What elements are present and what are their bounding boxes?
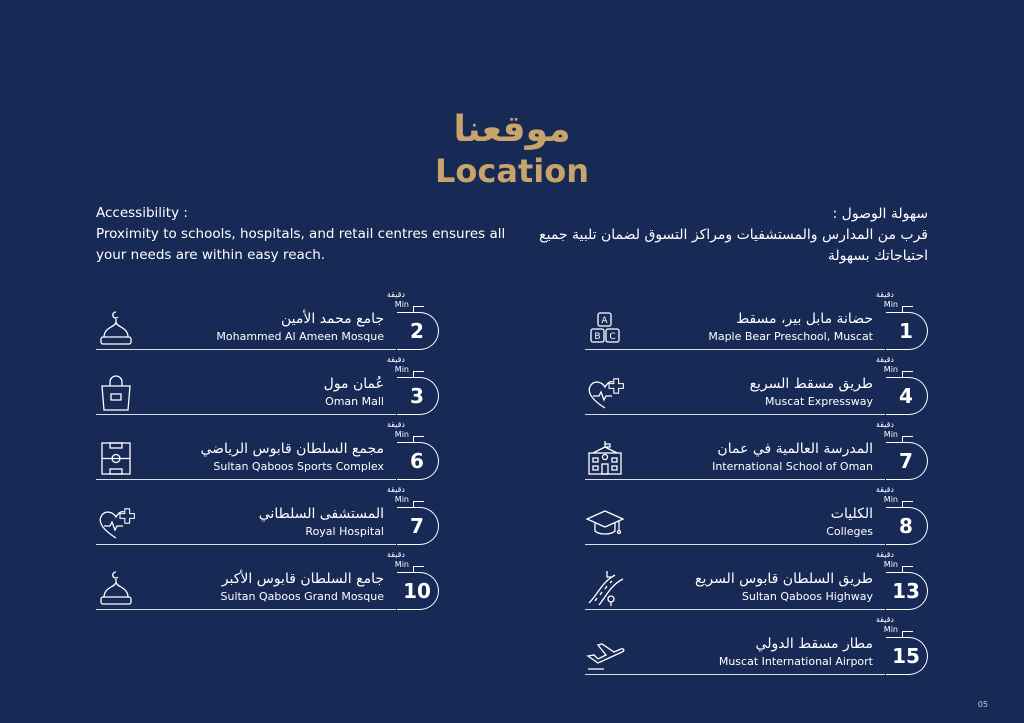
minutes-unit: Min	[394, 560, 409, 569]
mosque-icon	[96, 309, 136, 347]
minutes-unit: Min	[883, 495, 898, 504]
svg-text:B: B	[594, 332, 601, 342]
minutes-value: 7	[410, 514, 424, 538]
place-name-arabic: حضانة مابل بير، مسقط	[736, 311, 873, 327]
divider	[96, 349, 396, 350]
place-name: Muscat Expressway	[765, 395, 873, 408]
left-locations-list	[96, 289, 439, 614]
right-locations-list	[585, 289, 928, 679]
list-item	[96, 549, 439, 614]
minutes-unit: Min	[883, 300, 898, 309]
minutes-unit: Min	[394, 365, 409, 374]
list-item	[585, 354, 928, 419]
place-name: Oman Mall	[325, 395, 384, 408]
place-name-arabic: الكليات	[830, 506, 873, 522]
place-name: Maple Bear Preschool, Muscat	[708, 330, 873, 343]
minutes-value: 10	[403, 579, 431, 603]
intro-arabic	[508, 204, 928, 267]
school-building-icon	[585, 439, 625, 477]
list-item	[585, 289, 928, 354]
place-name: International School of Oman	[712, 460, 873, 473]
divider	[585, 349, 885, 350]
place-name-arabic: المستشفى السلطاني	[258, 506, 384, 522]
highway-road-icon	[585, 569, 625, 607]
football-field-icon	[96, 439, 136, 477]
place-name-arabic: طريق مسقط السريع	[749, 376, 873, 392]
place-name-arabic: مطار مسقط الدولي	[755, 636, 873, 652]
divider	[585, 479, 885, 480]
place-name-arabic: المدرسة العالمية في عمان	[717, 441, 873, 457]
minutes-unit-arabic: دقيقة	[386, 420, 405, 429]
divider	[96, 544, 396, 545]
list-item	[585, 614, 928, 679]
airplane-icon	[585, 634, 625, 672]
minutes-unit-arabic: دقيقة	[875, 420, 894, 429]
minutes-unit: Min	[394, 495, 409, 504]
minutes-unit: Min	[883, 560, 898, 569]
divider	[96, 414, 396, 415]
place-name-arabic: جامع السلطان قابوس الأكبر	[221, 571, 384, 587]
place-name: Muscat International Airport	[718, 655, 873, 668]
minutes-unit-arabic: دقيقة	[386, 290, 405, 299]
abc-blocks-icon	[585, 309, 625, 347]
list-item	[96, 289, 439, 354]
page-number: 05	[977, 700, 988, 709]
minutes-unit-arabic: دقيقة	[386, 485, 405, 494]
place-name: Colleges	[826, 525, 873, 538]
place-name: Sultan Qaboos Highway	[741, 590, 873, 603]
place-name: Mohammed Al Ameen Mosque	[216, 330, 384, 343]
svg-text:C: C	[609, 332, 616, 342]
minutes-unit-arabic: دقيقة	[386, 355, 405, 364]
heart-health-icon	[585, 374, 625, 412]
intro-arabic-text: قرب من المدارس والمستشفيات ومراكز التسوق لضمان تلبية جميع احتياجاتك بسهولة	[539, 227, 928, 264]
minutes-value: 6	[410, 449, 424, 473]
minutes-value: 7	[899, 449, 913, 473]
minutes-unit: Min	[883, 365, 898, 374]
intro-english-heading: Accessibility :	[96, 205, 188, 221]
minutes-value: 2	[410, 319, 424, 343]
minutes-unit-arabic: دقيقة	[875, 485, 894, 494]
minutes-unit-arabic: دقيقة	[875, 355, 894, 364]
mosque-icon	[96, 569, 136, 607]
minutes-value: 8	[899, 514, 913, 538]
intro-english-text: Proximity to schools, hospitals, and retail centres ensures all your needs are within easy reach.	[96, 226, 506, 263]
place-name-arabic: عُمان مول	[323, 376, 384, 392]
list-item	[96, 419, 439, 484]
heart-health-icon	[96, 504, 136, 542]
list-item	[585, 419, 928, 484]
divider	[96, 609, 396, 610]
minutes-value: 13	[892, 579, 920, 603]
minutes-unit: Min	[883, 430, 898, 439]
minutes-value: 3	[410, 384, 424, 408]
minutes-unit: Min	[394, 300, 409, 309]
minutes-value: 1	[899, 319, 913, 343]
page-title-arabic: موقعنا	[453, 109, 571, 150]
minutes-unit-arabic: دقيقة	[875, 290, 894, 299]
minutes-unit: Min	[883, 625, 898, 634]
list-item	[585, 549, 928, 614]
minutes-unit: Min	[394, 430, 409, 439]
place-name: Royal Hospital	[305, 525, 384, 538]
shopping-bag-icon	[96, 374, 136, 412]
place-name-arabic: جامع محمد الأمين	[280, 311, 384, 327]
intro-arabic-heading: سهولة الوصول :	[832, 206, 928, 222]
minutes-value: 15	[892, 644, 920, 668]
place-name: Sultan Qaboos Grand Mosque	[220, 590, 384, 603]
minutes-unit-arabic: دقيقة	[875, 615, 894, 624]
minutes-value: 4	[899, 384, 913, 408]
place-name-arabic: مجمع السلطان قابوس الرياضي	[200, 441, 384, 457]
divider	[585, 674, 885, 675]
minutes-unit-arabic: دقيقة	[386, 550, 405, 559]
page-title: Location	[435, 152, 589, 190]
place-name: Sultan Qaboos Sports Complex	[213, 460, 384, 473]
divider	[585, 544, 885, 545]
list-item	[585, 484, 928, 549]
svg-text:A: A	[601, 316, 608, 326]
minutes-unit-arabic: دقيقة	[875, 550, 894, 559]
intro-english	[96, 203, 506, 266]
divider	[585, 414, 885, 415]
place-name-arabic: طريق السلطان قابوس السريع	[695, 571, 873, 587]
divider	[585, 609, 885, 610]
graduation-cap-icon	[585, 504, 625, 542]
list-item	[96, 484, 439, 549]
divider	[96, 479, 396, 480]
list-item	[96, 354, 439, 419]
